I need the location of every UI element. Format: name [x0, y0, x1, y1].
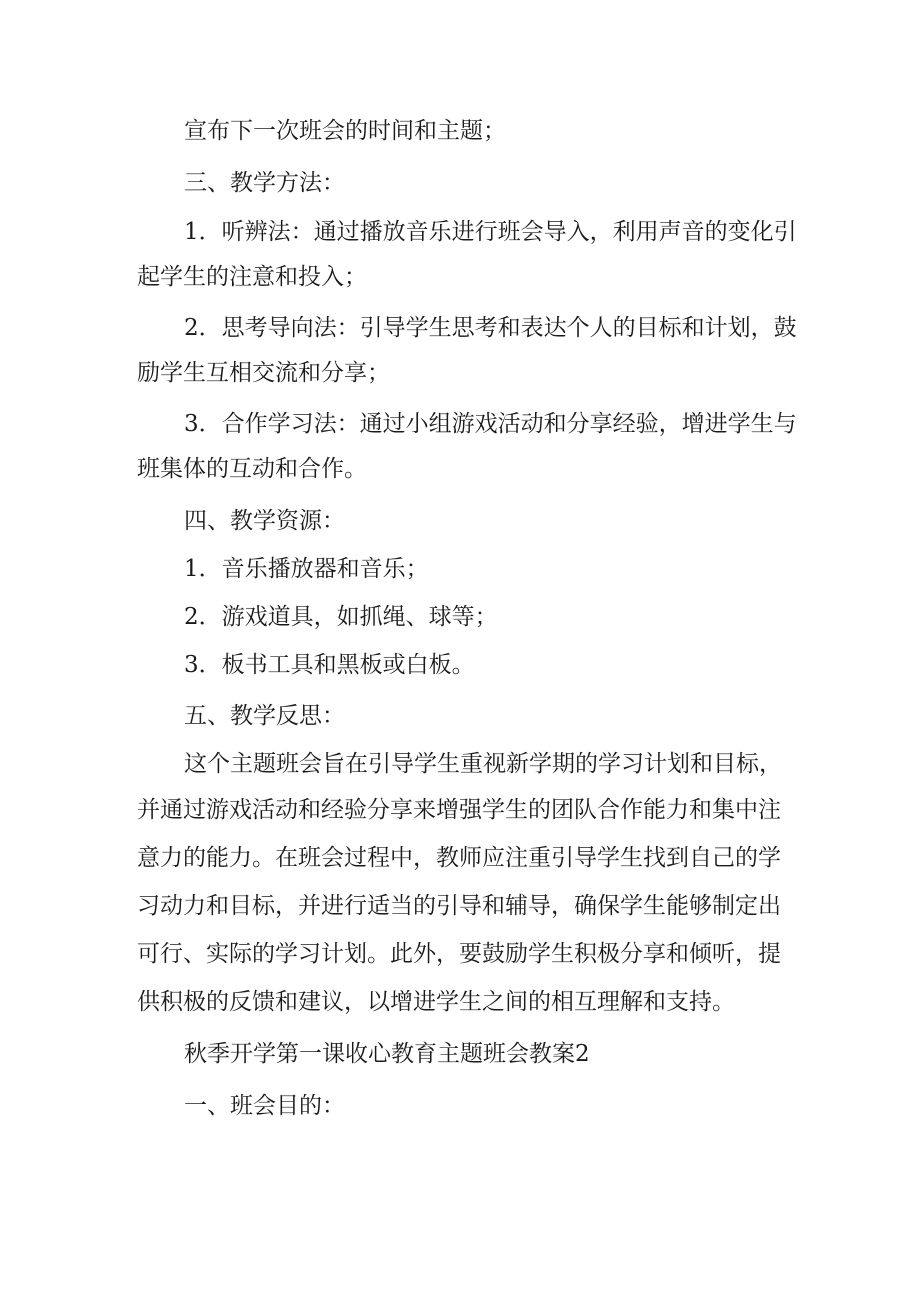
- method-2-line-2: 励学生互相交流和分享；: [137, 360, 390, 386]
- resource-item-2: 2．游戏道具，如抓绳、球等；: [184, 604, 498, 630]
- resource-item-1: 1．音乐播放器和音乐；: [184, 556, 429, 582]
- method-3-line-1: 3．合作学习法：通过小组游戏活动和分享经验，增进学生与: [184, 411, 797, 437]
- heading-teaching-methods: 三、教学方法：: [184, 170, 345, 196]
- heading-teaching-resources: 四、教学资源：: [184, 508, 345, 534]
- reflection-line-1: 这个主题班会旨在引导学生重视新学期的学习计划和目标，: [184, 751, 782, 777]
- method-3-line-2: 班集体的互动和合作。: [137, 456, 367, 482]
- heading-meeting-purpose: 一、班会目的：: [184, 1093, 345, 1119]
- heading-teaching-reflection: 五、教学反思：: [184, 703, 345, 729]
- reflection-line-5: 可行、实际的学习计划。此外，要鼓励学生积极分享和倾听，提: [137, 941, 781, 967]
- method-2-line-1: 2．思考导向法：引导学生思考和表达个人的目标和计划，鼓: [184, 315, 797, 341]
- reflection-line-2: 并通过游戏活动和经验分享来增强学生的团队合作能力和集中注: [137, 797, 781, 823]
- method-1-line-2: 起学生的注意和投入；: [137, 264, 367, 290]
- reflection-line-6: 供积极的反馈和建议，以增进学生之间的相互理解和支持。: [137, 989, 735, 1015]
- reflection-line-3: 意力的能力。在班会过程中，教师应注重引导学生找到自己的学: [137, 845, 781, 871]
- lesson-plan-title: 秋季开学第一课收心教育主题班会教案2: [184, 1041, 590, 1067]
- reflection-line-4: 习动力和目标，并进行适当的引导和辅导，确保学生能够制定出: [137, 893, 781, 919]
- method-1-line-1: 1．听辨法：通过播放音乐进行班会导入，利用声音的变化引: [184, 219, 797, 245]
- paragraph-announce-next-meeting: 宣布下一次班会的时间和主题；: [184, 118, 506, 144]
- resource-item-3: 3．板书工具和黑板或白板。: [184, 652, 475, 678]
